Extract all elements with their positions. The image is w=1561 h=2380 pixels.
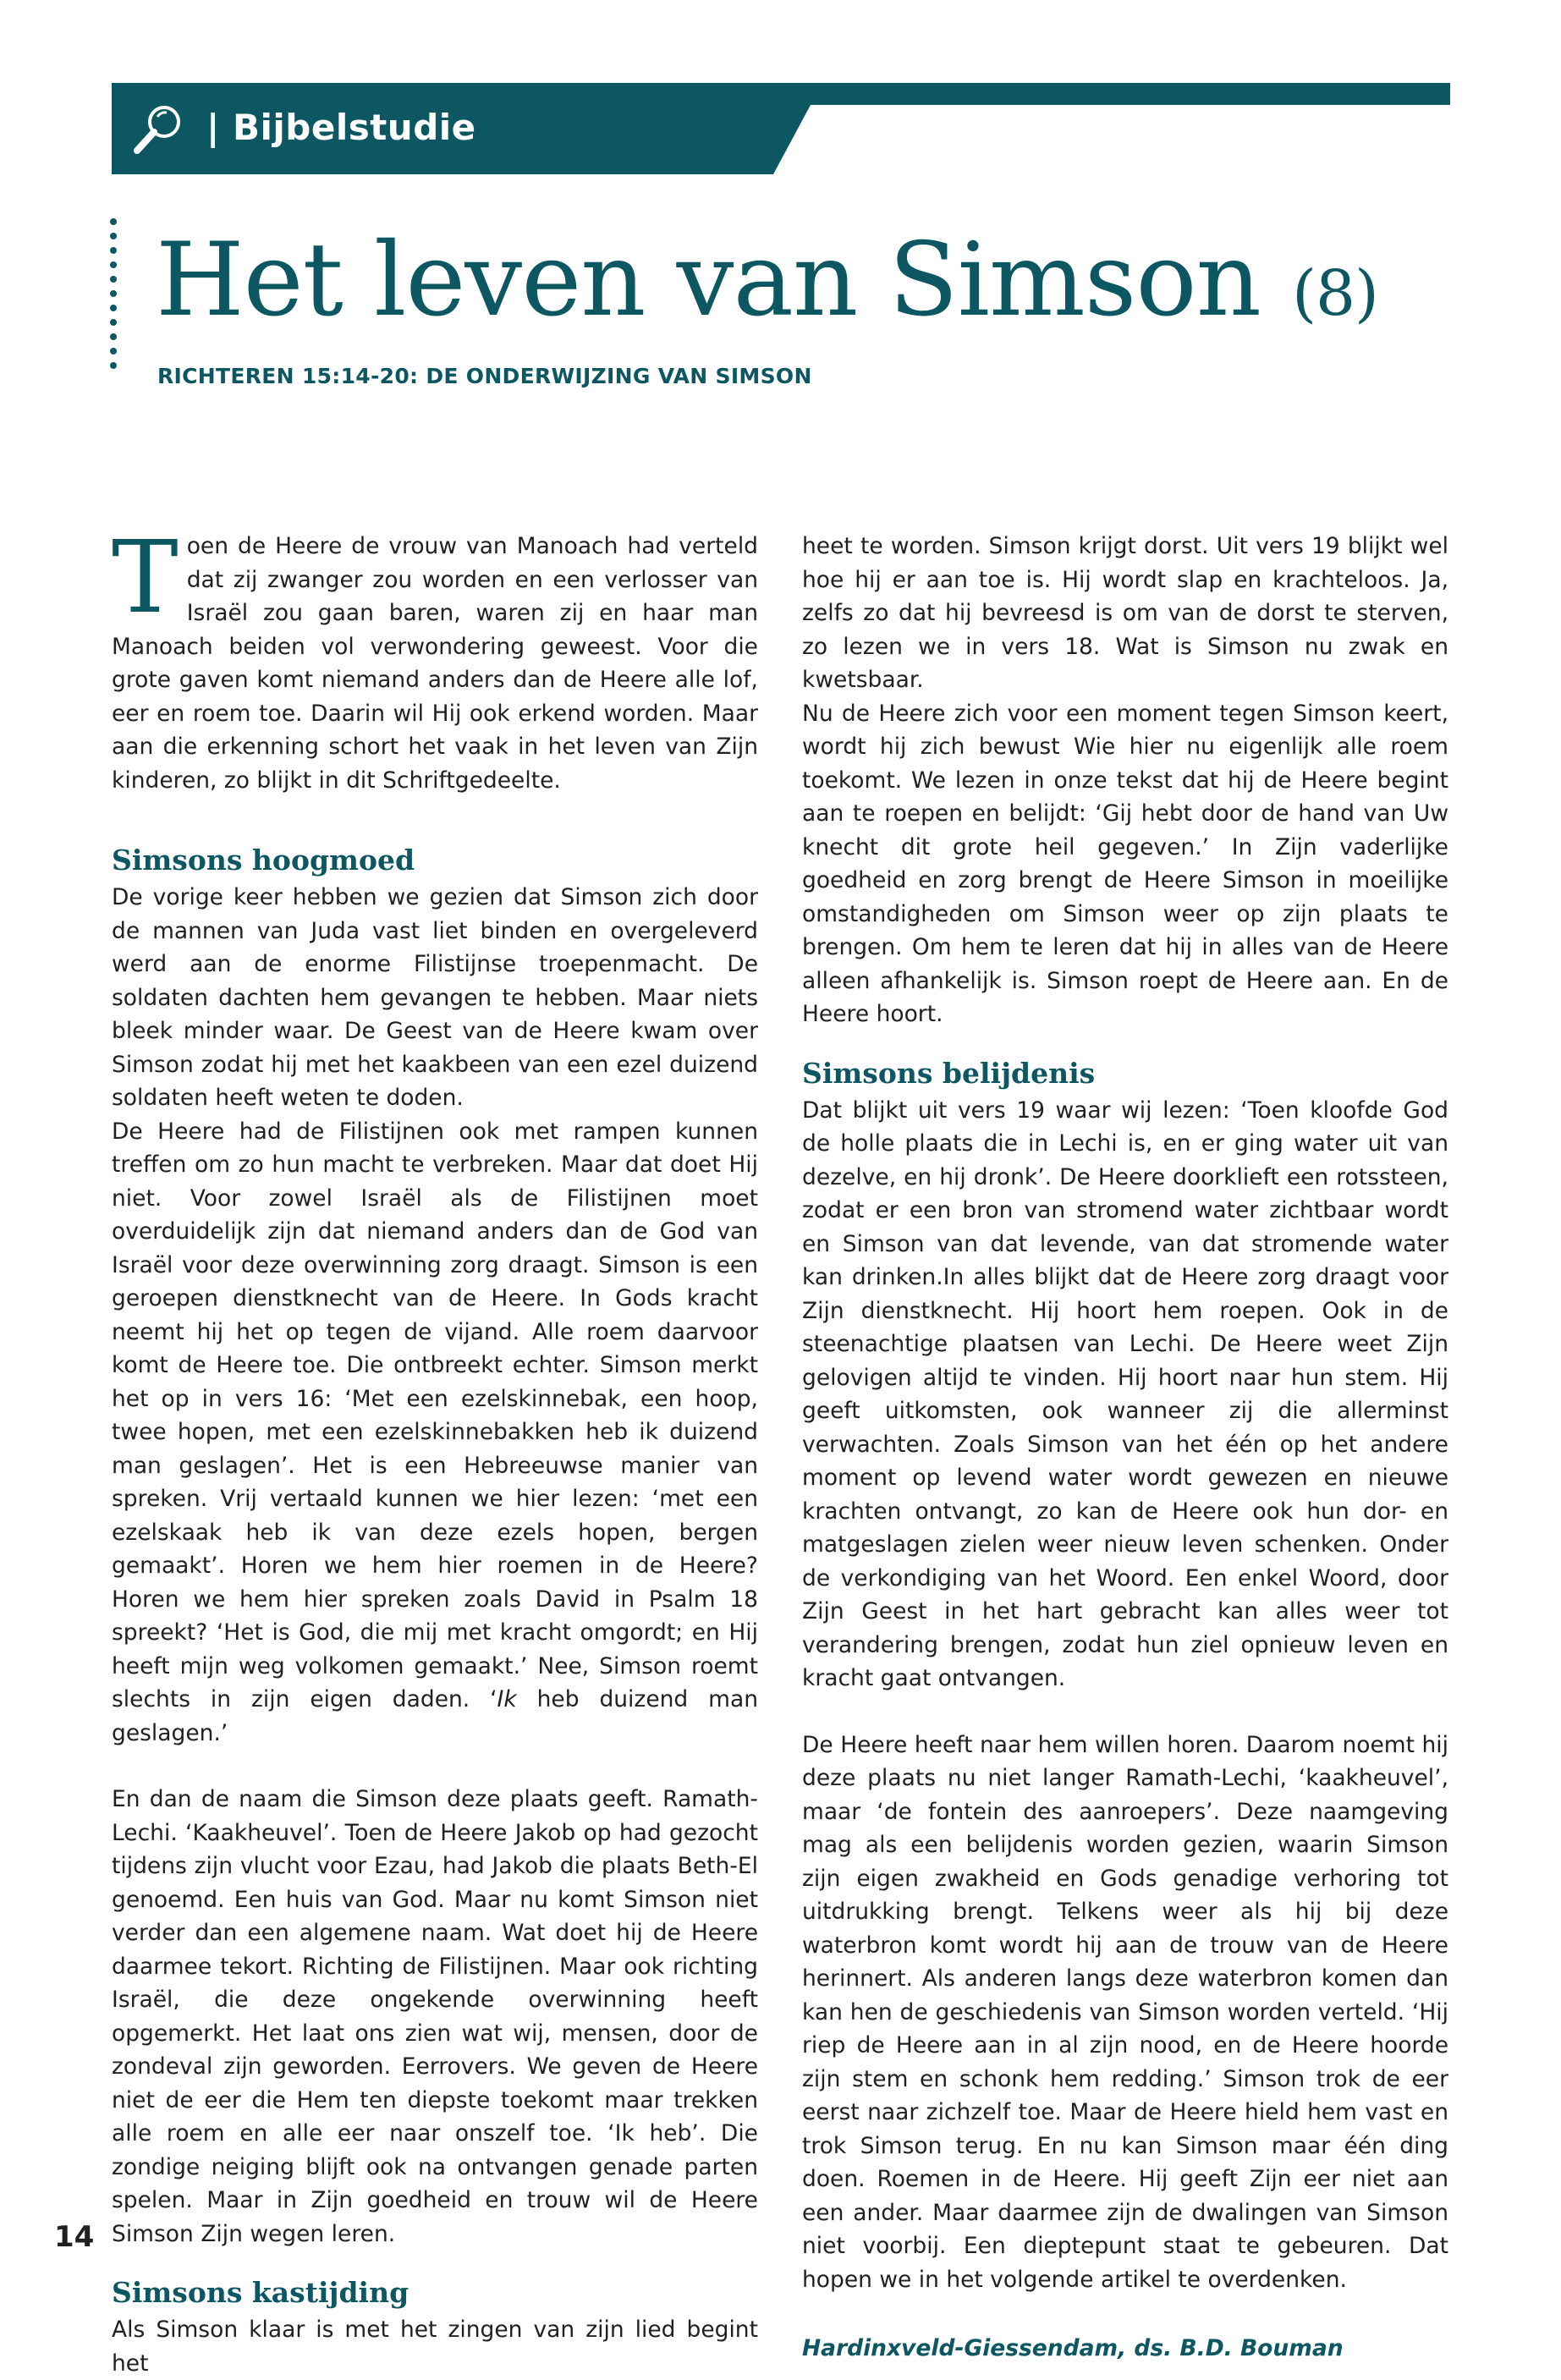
heading-simsons-kastijding: Simsons kastijding	[112, 2276, 409, 2309]
body-paragraph: Dat blijkt uit vers 19 waar wij lezen: ‘Toen kloofde God de holle plaats die in Lechi is, en er ging water uit van dezelve, en hij dronk’. De Heere doorklieft een rotssteen, zodat er een bron van stromend water zichtbaar wordt en Simson van dat levende, van dat stromende water kan drinken.In alles blijkt dat de Heere zorg draagt voor Zijn dienstknecht. Hij hoort hem roepen. Ook in de steenachtige plaatsen van Lechi. De Heere weet Zijn gelovigen altijd te vinden. Hij hoort naar hun stem. Hij geeft uitkomsten, ook wanneer zij die allerminst verwachten. Zoals Simson van het één op het andere moment op levend water wordt gewezen en nieuwe krachten ontvangt, zo kan de Heere ook hun dor- en matgeslagen zielen weer nieuw leven schenken. Onder de verkondiging van het Woord. Een enkel Woord, door Zijn Geest in het hart gebracht kan alles weer tot verandering brengen, zodat hun ziel opnieuw leven en kracht gaat ontvangen.	[802, 1097, 1448, 1691]
author-signature: Hardinxveld-Giessendam, ds. B.D. Bouman	[802, 2335, 1344, 2361]
section-label: | Bijbelstudie	[206, 107, 476, 148]
body-paragraph: Nu de Heere zich voor een moment tegen Simson keert, wordt hij zich bewust Wie hier nu eigenlijk alle roem toekomt. We lezen in onze tekst dat hij de Heere begint aan te roepen en belijdt: ‘Gij hebt door de hand van Uw knecht dit grote heil gegeven.’ In Zijn vaderlijke goedheid en zorg brengt de Heere Simson in moeilijke omstandigheden om Simson weer op zijn plaats te brengen. Om hem te leren dat hij in alles van de Heere alleen afhankelijk is. Simson roept de Heere aan. En de Heere hoort.	[802, 700, 1448, 1027]
heading-simsons-belijdenis: Simsons belijdenis	[802, 1056, 1096, 1090]
heading-simsons-hoogmoed: Simsons hoogmoed	[112, 844, 415, 877]
body-text: De Heere had de Filistijnen ook met rampen kunnen treffen om zo hun macht te verbreken. Maar dat doet Hij niet. Voor zowel Israël als de Filistijnen moet overduidelijk zijn dat niemand anders dan de God van Israël voor deze overwinning zorg draagt. Simson is een geroepen dienstknecht van de Heere. In Gods kracht neemt hij het op tegen de vijand. Alle roem daarvoor komt de Heere toe. Die ontbreekt echter. Simson merkt het op in vers 16: ‘Met een ezelskinnebak, een hoop, twee hopen, met een ezelskinnebakken heb ik duizend man geslagen’. Het is een Hebreeuwse manier van spreken. Vrij vertaald kunnen we hier lezen: ‘met een ezelskaak heb ik van deze ezels hopen, bergen gemaakt’. Horen we hem hier roemen in de Heere? Horen we hem hier spreken zoals David in Psalm 18 spreekt? ‘Het is God, die mij met kracht omgordt; en Hij heeft mijn weg volkomen gemaakt.’ Nee, Simson roemt slechts in zijn eigen daden. ‘	[112, 1118, 758, 1712]
article-subtitle: RICHTEREN 15:14-20: DE ONDERWIJZING VAN SIMSON	[157, 364, 812, 388]
body-text: heb duizend man geslagen.’	[112, 1686, 758, 1746]
body-paragraph: heet te worden. Simson krijgt dorst. Uit vers 19 blijkt wel hoe hij er aan toe is. Hij wordt slap en krachteloos. Ja, zelfs zo dat hij bevreesd is om van de dorst te sterven, zo lezen we in vers 18. Wat is Simson nu zwak en kwetsbaar.	[802, 533, 1448, 693]
title-text: Het leven van Simson	[156, 222, 1261, 339]
right-column	[802, 530, 1448, 2366]
magnifier-icon	[127, 98, 190, 161]
body-paragraph: De vorige keer hebben we gezien dat Simson zich door de mannen van Juda vast liet binden en overgeleverd werd aan de enorme Filistijnse troepenmacht. De soldaten dachten hem gevangen te hebben. Maar niets bleek minder waar. De Geest van de Heere kwam over Simson zodat hij met het kaakbeen van een ezel duizend soldaten heeft weten te doden.	[112, 884, 758, 1111]
body-paragraph	[112, 1115, 758, 1751]
drop-cap: T	[112, 519, 179, 635]
page-number: 14	[54, 2220, 95, 2254]
left-column	[112, 519, 758, 2380]
italic-text: Ik	[497, 1686, 517, 1712]
title-number: (8)	[1292, 257, 1378, 330]
article-title	[156, 222, 1378, 353]
body-paragraph: En dan de naam die Simson deze plaats geeft. Ramath-Lechi. ‘Kaakheuvel’. Toen de Heere Jakob op had gezocht tijdens zijn vlucht voor Ezau, had Jakob die plaats Beth-El genoemd. Een huis van God. Maar nu komt Simson niet verder dan een algemene naam. Wat doet hij de Heere daarmee tekort. Richting de Filistijnen. Maar ook richting Israël, die deze ongekende overwinning heeft opgemerkt. Het laat ons zien wat wij, mensen, door de zondeval zijn geworden. Eerrovers. We geven de Heere niet de eer die Hem ten diepste toekomt maar trekken alle roem en alle eer naar onszelf toe. ‘Ik heb’. Die zondige neiging blijft ook na ontvangen genade parten spelen. Maar in Zijn goedheid en trouw wil de Heere Simson Zijn wegen leren.	[112, 1786, 758, 2247]
section-banner	[112, 83, 1450, 174]
dotted-divider	[110, 218, 118, 388]
intro-text: oen de Heere de vrouw van Manoach had verteld dat zij zwanger zou worden en een verlosser van Israël zou gaan baren, waren zij en haar man Manoach beiden vol verwondering geweest. Voor die grote gaven komt niemand anders dan de Heere alle lof, eer en roem toe. Daarin wil Hij ook erkend worden. Maar aan die erkenning schort het vaak in het leven van Zijn kinderen, zo blijkt in dit Schriftgedeelte.	[112, 533, 758, 794]
body-paragraph: Als Simson klaar is met het zingen van zijn lied begint het	[112, 2317, 758, 2377]
intro-paragraph	[112, 519, 758, 797]
body-paragraph: De Heere heeft naar hem willen horen. Daarom noemt hij deze plaats nu niet langer Ramath-Lechi, ‘kaakheuvel’, maar ‘de fontein des aanroepers’. Deze naamgeving mag als een belijdenis worden gezien, waarin Simson zijn eigen zwakheid en Gods genadige verhoring tot uitdrukking brengt. Telkens weer als hij bij deze waterbron komt wordt hij aan de trouw van de Heere herinnert. Als anderen langs deze waterbron komen dan kan hen de geschiedenis van Simson worden verteld. ‘Hij riep de Heere aan in al zijn nood, en de Heere hoorde zijn stem en schonk hem redding.’ Simson trok de eer eerst naar zichzelf toe. Maar de Heere hield hem vast en trok Simson terug. En nu kan Simson maar één ding doen. Roemen in de Heere. Hij geeft Zijn eer niet aan een ander. Maar daarmee zijn de dwalingen van Simson niet voorbij. Een dieptepunt staat te gebeuren. Dat hopen we in het volgende artikel te overdenken.	[802, 1731, 1448, 2293]
